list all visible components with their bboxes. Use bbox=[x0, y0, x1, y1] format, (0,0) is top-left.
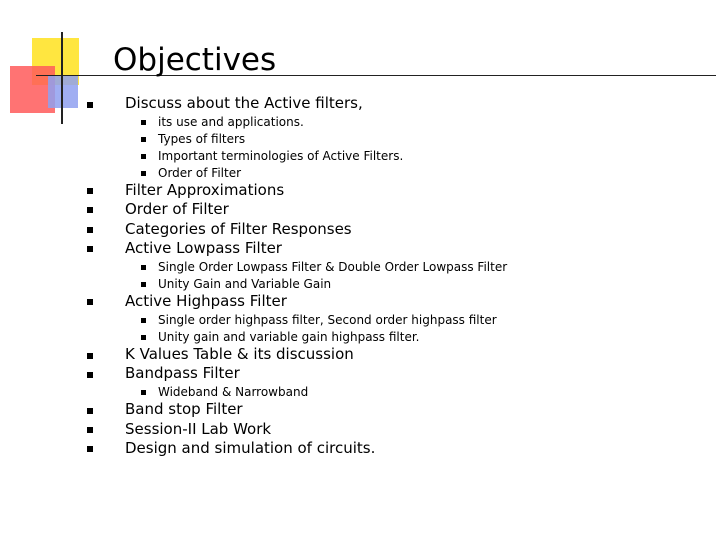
list-item: Session-II Lab Work bbox=[125, 420, 272, 438]
list-item: Order of Filter bbox=[158, 166, 242, 180]
bullet-icon bbox=[87, 446, 93, 452]
bullet-icon bbox=[87, 408, 93, 414]
bullet-icon bbox=[87, 353, 93, 359]
list-item: Filter Approximations bbox=[125, 181, 285, 199]
list-item: Active Lowpass Filter bbox=[125, 239, 282, 257]
bullet-icon bbox=[141, 318, 146, 323]
list-item: Wideband & Narrowband bbox=[158, 385, 309, 399]
bullet-icon bbox=[141, 390, 146, 395]
list-item: K Values Table & its discussion bbox=[125, 345, 354, 363]
list-item: Design and simulation of circuits. bbox=[125, 439, 376, 457]
bullet-icon bbox=[87, 246, 93, 252]
list-item: Bandpass Filter bbox=[125, 364, 240, 382]
list-item: Order of Filter bbox=[125, 200, 229, 218]
bullet-icon bbox=[141, 171, 146, 176]
bullet-icon bbox=[141, 282, 146, 287]
bullet-icon bbox=[141, 154, 146, 159]
list-item: Unity gain and variable gain highpass filter. bbox=[158, 330, 420, 344]
bullet-icon bbox=[87, 188, 93, 194]
decor-blue-square bbox=[48, 76, 78, 108]
list-item: its use and applications. bbox=[158, 115, 304, 129]
bullet-icon bbox=[87, 372, 93, 378]
list-item: Single Order Lowpass Filter & Double Order Lowpass Filter bbox=[158, 260, 508, 274]
bullet-icon bbox=[87, 102, 93, 108]
list-item: Band stop Filter bbox=[125, 400, 243, 418]
bullet-icon bbox=[87, 427, 93, 433]
list-item: Active Highpass Filter bbox=[125, 292, 287, 310]
list-item: Discuss about the Active filters, bbox=[125, 94, 363, 112]
slide-title: Objectives bbox=[113, 42, 277, 78]
bullet-icon bbox=[141, 265, 146, 270]
bullet-icon bbox=[141, 120, 146, 125]
bullet-icon bbox=[87, 227, 93, 233]
bullet-icon bbox=[87, 207, 93, 213]
bullet-icon bbox=[87, 299, 93, 305]
list-item: Types of filters bbox=[158, 132, 246, 146]
list-item: Unity Gain and Variable Gain bbox=[158, 277, 332, 291]
list-item: Single order highpass filter, Second order highpass filter bbox=[158, 313, 497, 327]
list-item: Important terminologies of Active Filters. bbox=[158, 149, 404, 163]
decor-vertical-line bbox=[61, 32, 63, 124]
list-item: Categories of Filter Responses bbox=[125, 220, 352, 238]
bullet-icon bbox=[141, 137, 146, 142]
bullet-icon bbox=[141, 335, 146, 340]
